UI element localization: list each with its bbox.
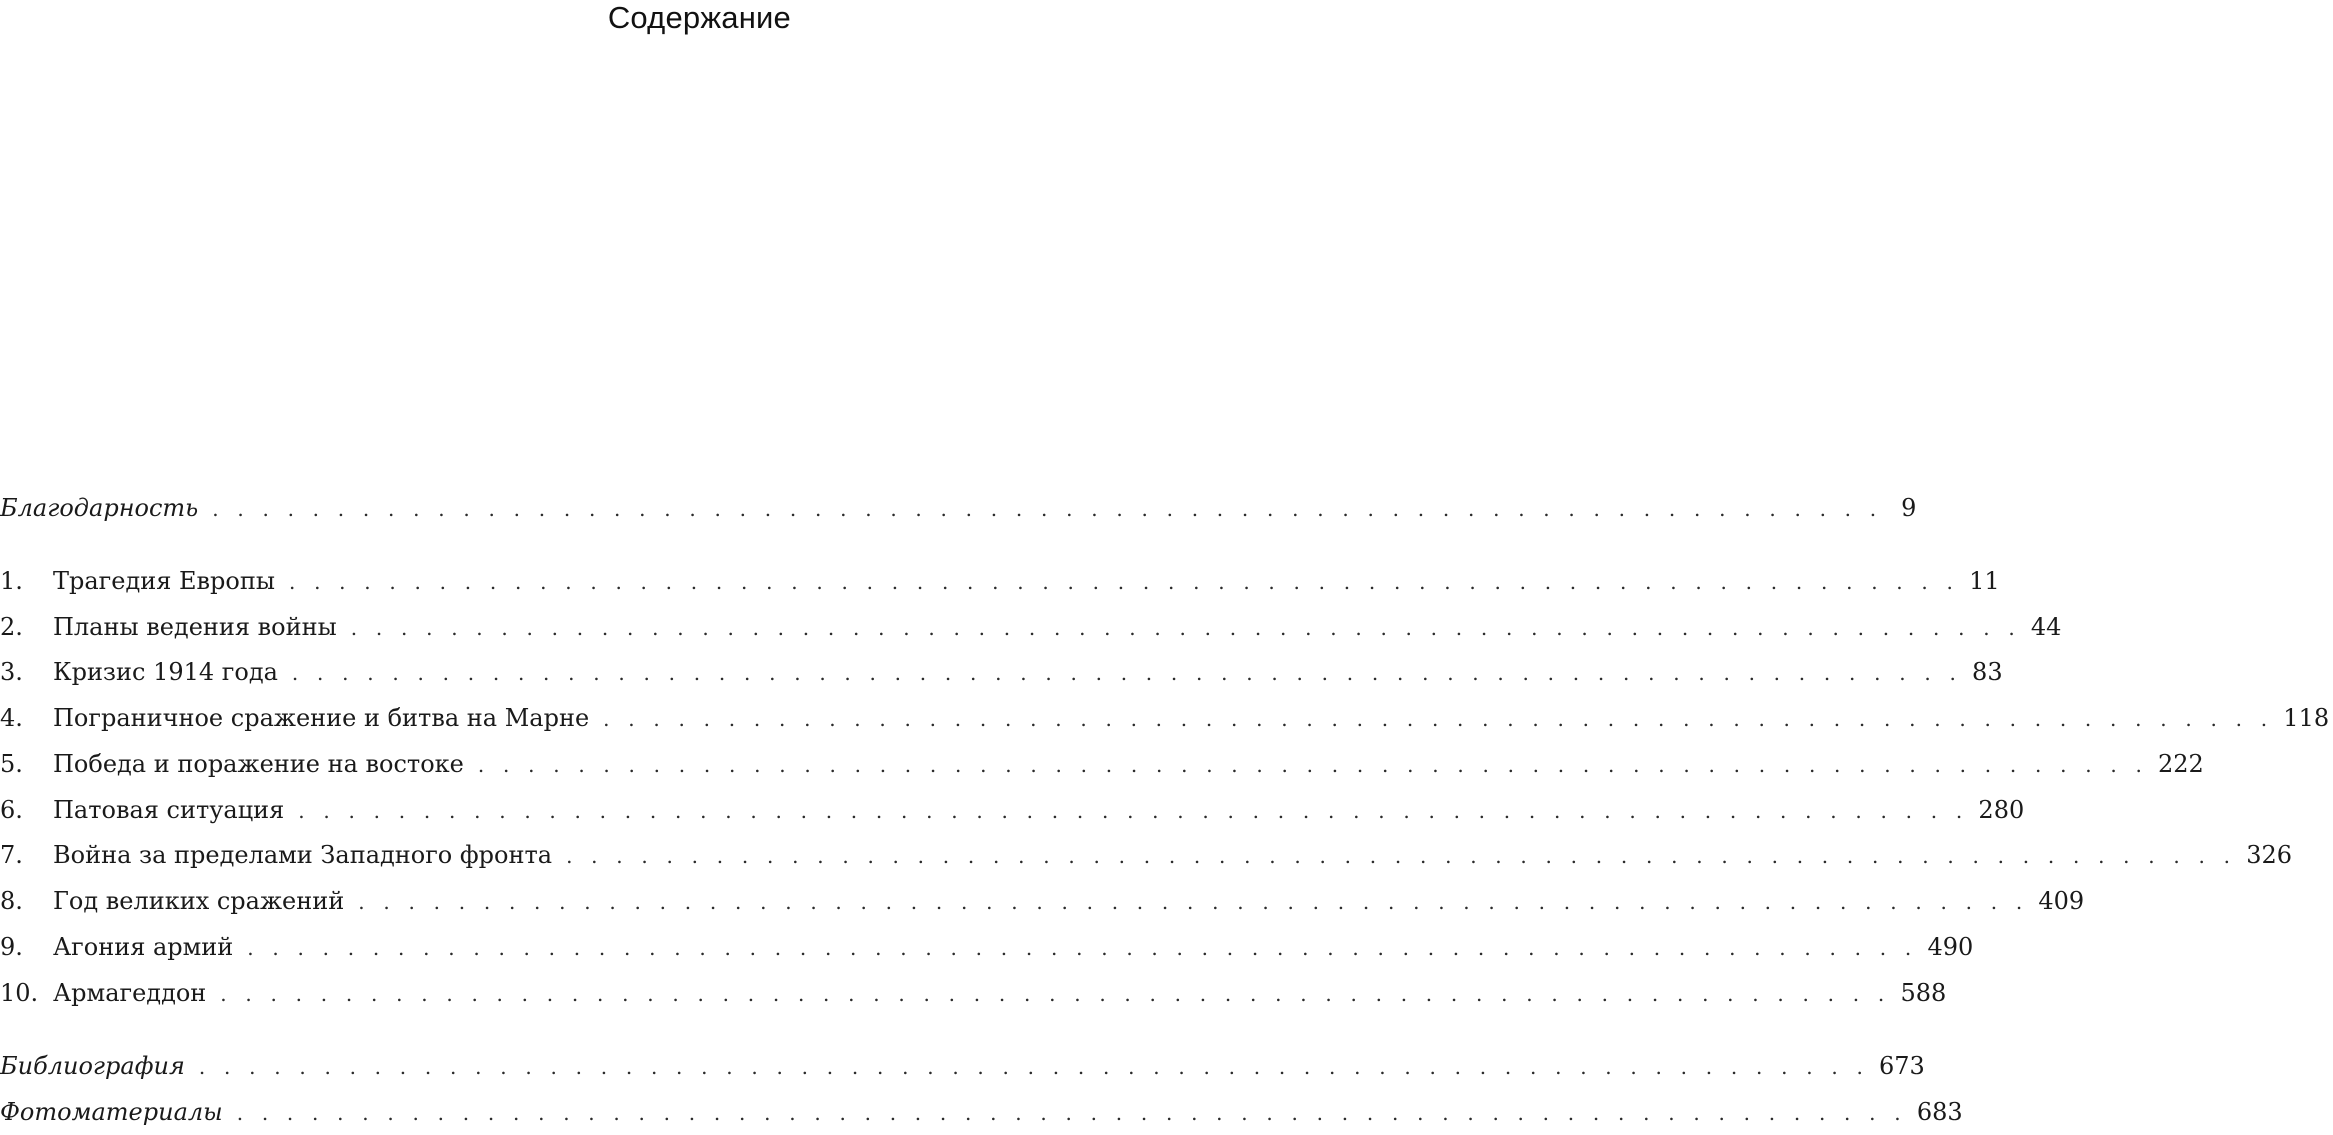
chapter-page: 83 bbox=[1972, 658, 2003, 686]
toc-entry-title: Благодарность bbox=[0, 494, 199, 522]
toc-entry-page: 673 bbox=[1879, 1052, 1925, 1080]
toc-entry-back[interactable] bbox=[0, 1044, 1925, 1088]
chapter-title: Победа и поражение на востоке bbox=[53, 750, 464, 778]
chapter-title: Патовая ситуация bbox=[53, 796, 285, 824]
toc-entry-title: Фотоматериалы bbox=[0, 1098, 223, 1126]
toc-entry-back[interactable] bbox=[0, 1090, 1963, 1134]
chapter-number: 7. bbox=[0, 841, 23, 869]
dot-leader: . . . . . . . . . . . . . . . . . . . . . . . . . . . . . . . . . . . . . . . . . . . . . . . . . . . . . . . . . . . . . . . . . . . bbox=[603, 707, 2274, 731]
chapter-number: 8. bbox=[0, 887, 23, 915]
chapter-number: 9. bbox=[0, 933, 23, 961]
toc-entry-chapter[interactable] bbox=[0, 650, 2003, 694]
toc-entry-page: 683 bbox=[1916, 1098, 1963, 1126]
toc-entry-front[interactable] bbox=[0, 486, 1917, 530]
chapter-number: 10. bbox=[0, 979, 39, 1007]
dot-leader: . . . . . . . . . . . . . . . . . . . . . . . . . . . . . . . . . . . . . . . . . . . . . . . . . . . . . . . . . . . . . . . . . . . bbox=[288, 570, 1960, 594]
dot-leader: . . . . . . . . . . . . . . . . . . . . . . . . . . . . . . . . . . . . . . . . . . . . . . . . . . . . . . . . . . . . . . . . . . . bbox=[566, 844, 2237, 868]
toc-entry-chapter[interactable] bbox=[0, 559, 2000, 603]
dot-leader: . . . . . . . . . . . . . . . . . . . . . . . . . . . . . . . . . . . . . . . . . . . . . . . . . . . . . . . . . . . . . . . . . . . bbox=[247, 936, 1918, 960]
chapter-page: 326 bbox=[2246, 841, 2293, 869]
toc-entry-page: 9 bbox=[1901, 494, 1917, 522]
dot-leader: . . . . . . . . . . . . . . . . . . . . . . . . . . . . . . . . . . . . . . . . . . . . . . . . . . . . . . . . . . . . . . . . . . . bbox=[298, 799, 1969, 823]
toc-entry-chapter[interactable] bbox=[0, 879, 2085, 923]
toc-entry-title: Библиография bbox=[0, 1052, 185, 1080]
chapter-page: 222 bbox=[2158, 750, 2204, 778]
chapter-page: 490 bbox=[1927, 933, 1974, 961]
chapter-page: 588 bbox=[1900, 979, 1947, 1007]
dot-leader: . . . . . . . . . . . . . . . . . . . . . . . . . . . . . . . . . . . . . . . . . . . . . . . . . . . . . . . . . . . . . . . . . . . bbox=[350, 616, 2021, 640]
chapter-page: 44 bbox=[2030, 613, 2062, 641]
chapter-title: Трагедия Европы bbox=[53, 567, 275, 595]
toc-entry-chapter[interactable] bbox=[0, 971, 1947, 1015]
dot-leader: . . . . . . . . . . . . . . . . . . . . . . . . . . . . . . . . . . . . . . . . . . . . . . . . . . . . . . . . . . . . . . . . . . . bbox=[477, 753, 2148, 777]
chapter-title: Армагеддон bbox=[53, 979, 207, 1007]
dot-leader: . . . . . . . . . . . . . . . . . . . . . . . . . . . . . . . . . . . . . . . . . . . . . . . . . . . . . . . . . . . . . . . . . . . bbox=[220, 982, 1891, 1006]
chapter-title: Пограничное сражение и битва на Марне bbox=[53, 704, 590, 732]
chapter-title: Агония армий bbox=[53, 933, 234, 961]
chapter-number: 4. bbox=[0, 704, 23, 732]
toc-entry-chapter[interactable] bbox=[0, 833, 2293, 877]
toc-entry-chapter[interactable] bbox=[0, 696, 2330, 740]
chapter-number: 2. bbox=[0, 613, 23, 641]
dot-leader: . . . . . . . . . . . . . . . . . . . . . . . . . . . . . . . . . . . . . . . . . . . . . . . . . . . . . . . . . . . . . . . . . . . bbox=[358, 890, 2029, 914]
chapter-title: Кризис 1914 года bbox=[53, 658, 278, 686]
chapter-number: 1. bbox=[0, 567, 23, 595]
toc-entry-chapter[interactable] bbox=[0, 788, 2025, 832]
toc-entry-chapter[interactable] bbox=[0, 605, 2062, 649]
dot-leader: . . . . . . . . . . . . . . . . . . . . . . . . . . . . . . . . . . . . . . . . . . . . . . . . . . . . . . . . . . . . . . . . . . . bbox=[291, 661, 1963, 685]
chapter-page: 409 bbox=[2038, 887, 2085, 915]
chapter-number: 6. bbox=[0, 796, 23, 824]
toc-entry-chapter[interactable] bbox=[0, 742, 2204, 786]
dot-leader: . . . . . . . . . . . . . . . . . . . . . . . . . . . . . . . . . . . . . . . . . . . . . . . . . . . . . . . . . . . . . . . . . . . bbox=[198, 1055, 1870, 1079]
chapter-page: 118 bbox=[2283, 704, 2330, 732]
chapter-number: 3. bbox=[0, 658, 23, 686]
chapter-title: Планы ведения войны bbox=[53, 613, 337, 641]
chapter-title: Война за пределами Западного фронта bbox=[53, 841, 553, 869]
chapter-title: Год великих сражений bbox=[53, 887, 345, 915]
dot-leader: . . . . . . . . . . . . . . . . . . . . . . . . . . . . . . . . . . . . . . . . . . . . . . . . . . . . . . . . . . . . . . . . . . . bbox=[236, 1101, 1907, 1125]
chapter-page: 280 bbox=[1978, 796, 2025, 824]
chapter-page: 11 bbox=[1969, 567, 2000, 595]
chapter-number: 5. bbox=[0, 750, 23, 778]
page-title: Содержание bbox=[607, 0, 791, 35]
dot-leader: . . . . . . . . . . . . . . . . . . . . . . . . . . . . . . . . . . . . . . . . . . . . . . . . . . . . . . . . . . . . . . . . . . . bbox=[212, 497, 1883, 521]
toc-entry-chapter[interactable] bbox=[0, 925, 1974, 969]
